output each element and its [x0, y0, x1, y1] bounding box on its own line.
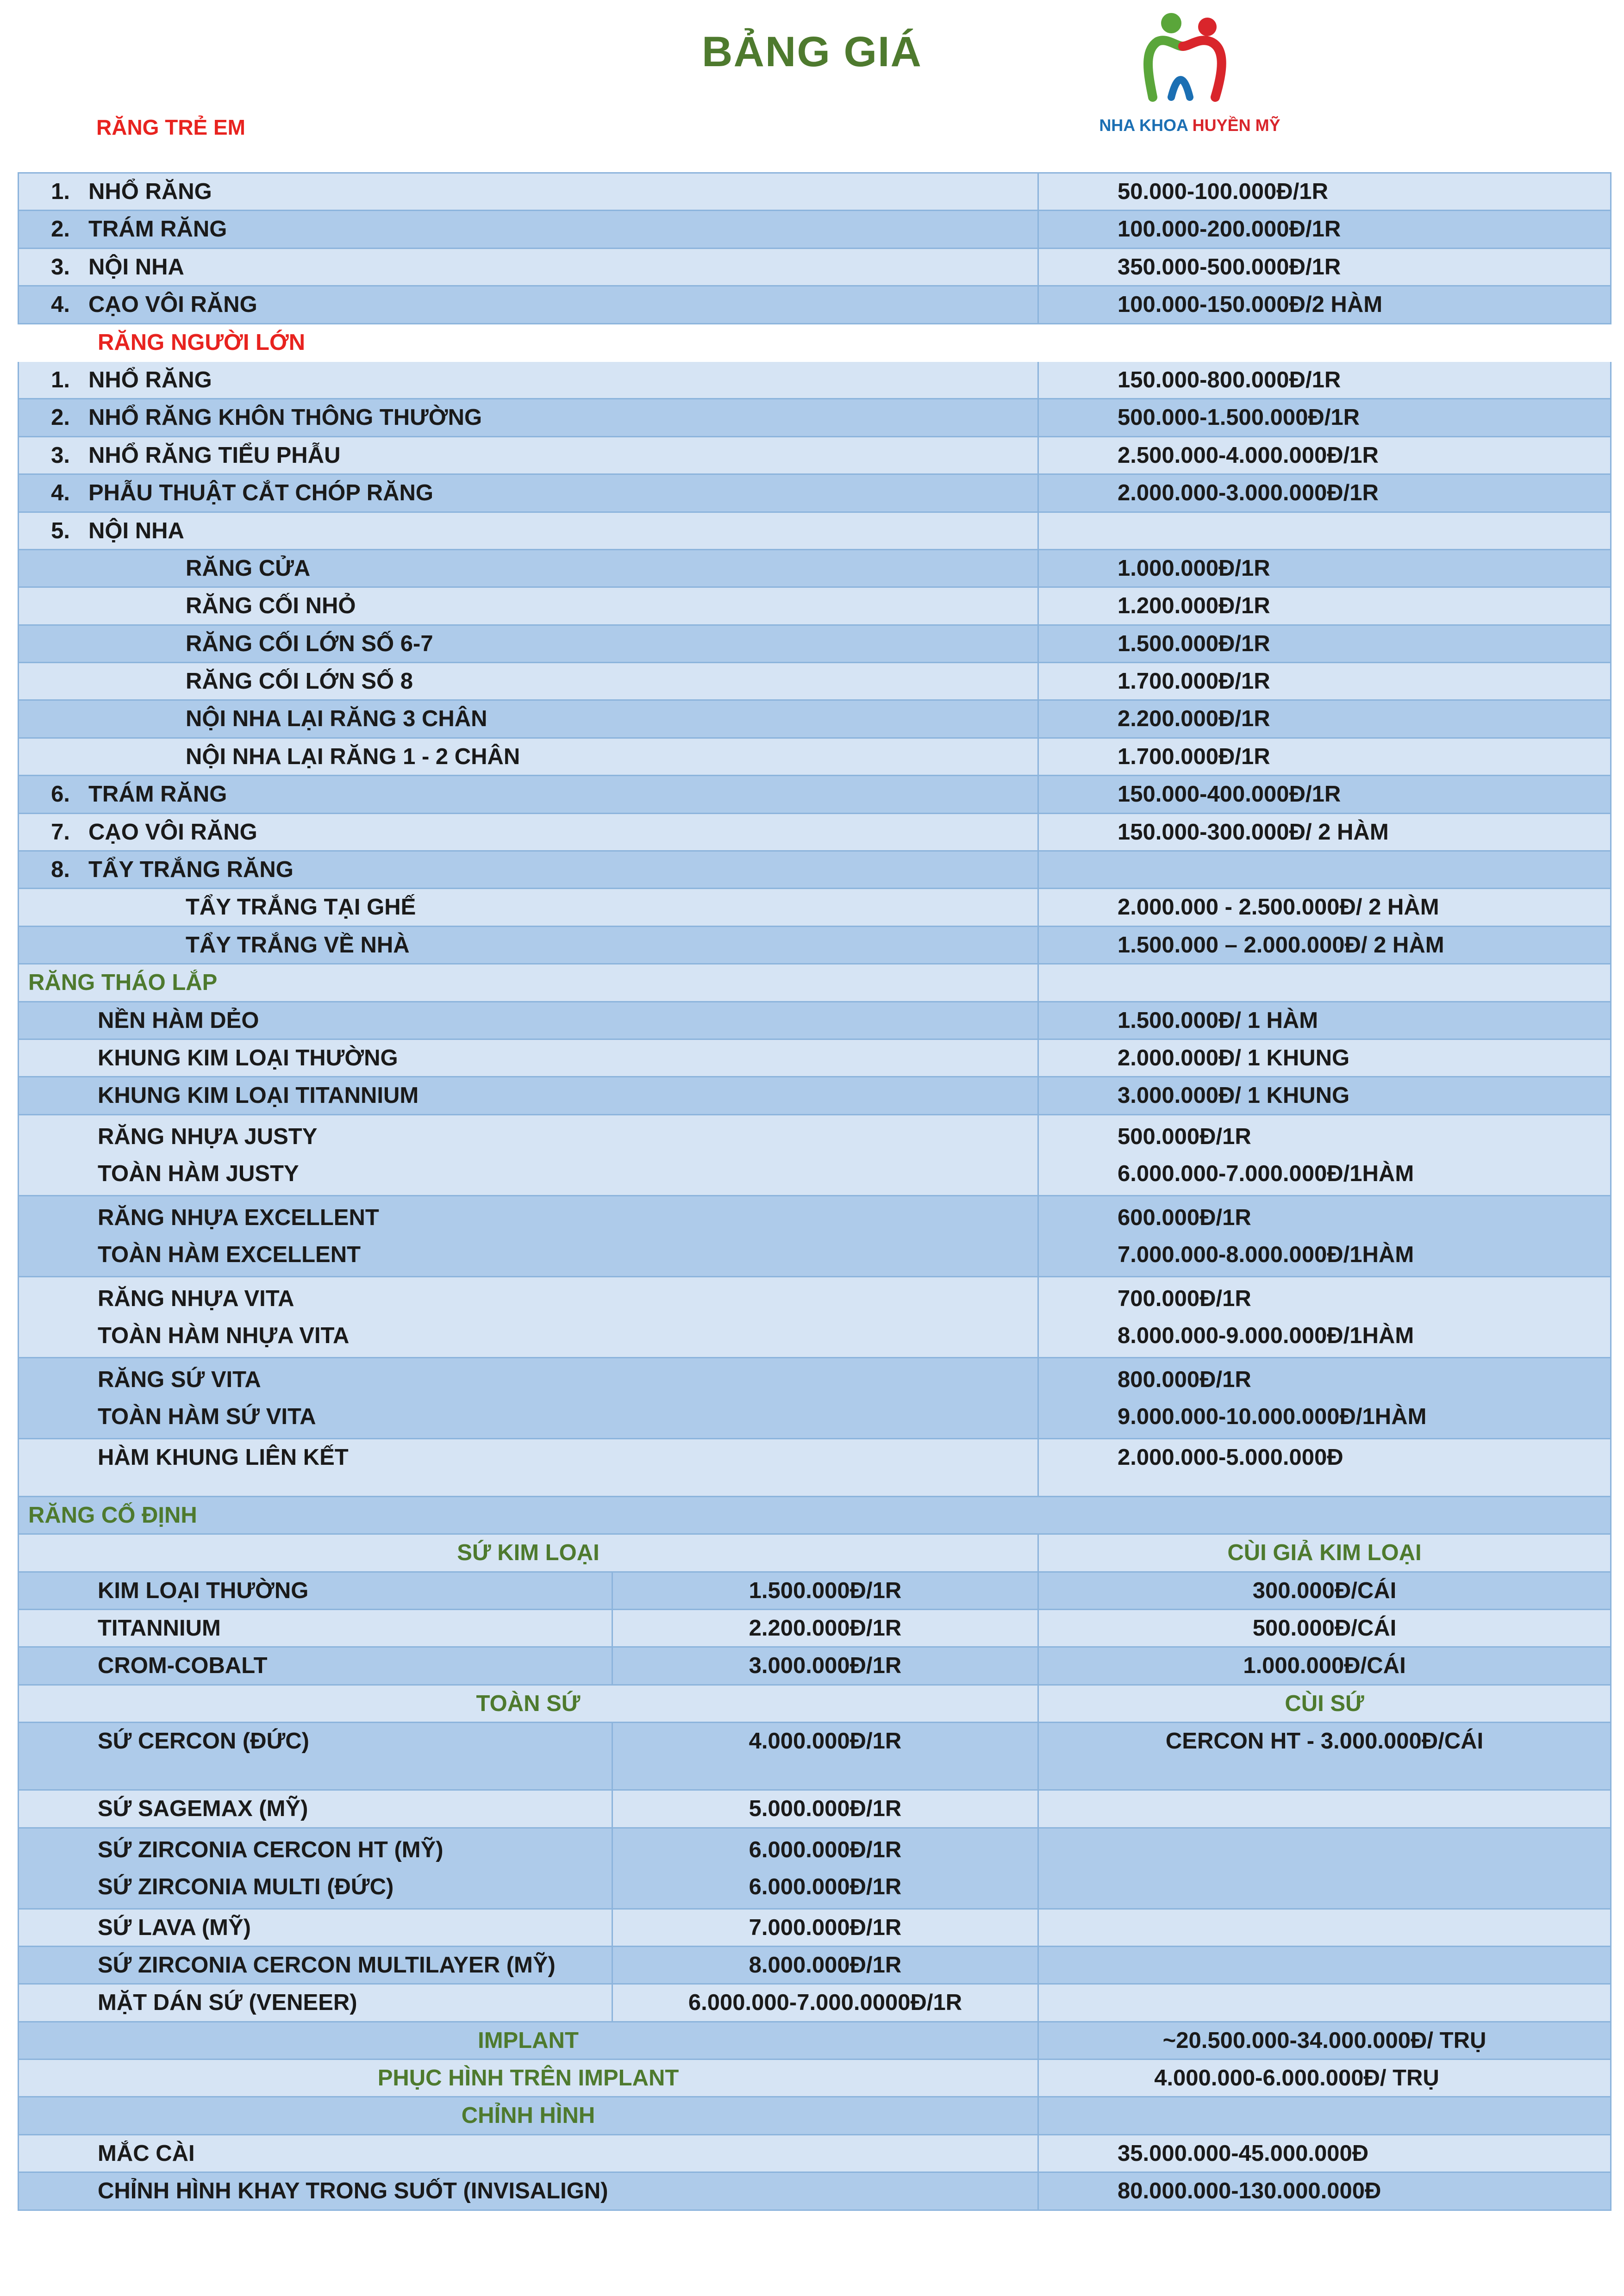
- table-row: RĂNG CỐI LỚN SỐ 6-7 1.500.000Đ/1R: [19, 625, 1611, 662]
- table-row: RĂNG CỐI NHỎ 1.200.000Đ/1R: [19, 587, 1611, 625]
- table-row: 6. TRÁM RĂNG 150.000-400.000Đ/1R: [19, 776, 1611, 813]
- subheader-row: TOÀN SỨ CÙI SỨ: [19, 1685, 1611, 1722]
- table-row: 8. TẨY TRẮNG RĂNG: [19, 851, 1611, 889]
- table-row: SỨ ZIRCONIA CERCON HT (MỸ) SỨ ZIRCONIA MULTI (ĐỨC) 6.000.000Đ/1R 6.000.000Đ/1R: [19, 1828, 1611, 1909]
- category-kids-heading: RĂNG TRẺ EM: [96, 115, 245, 139]
- table-row: KHUNG KIM LOẠI TITANNIUM 3.000.000Đ/ 1 KHUNG: [19, 1077, 1611, 1114]
- category-ortho-heading: CHỈNH HÌNH: [19, 2097, 1038, 2134]
- table-row: TẨY TRẮNG VỀ NHÀ 1.500.000 – 2.000.000Đ/ 2 HÀM: [19, 926, 1611, 964]
- table-row: 1. NHỔ RĂNG 150.000-800.000Đ/1R: [19, 361, 1611, 398]
- table-row: KHUNG KIM LOẠI THƯỜNG 2.000.000Đ/ 1 KHUNG: [19, 1039, 1611, 1076]
- table-row: 5. NỘI NHA: [19, 512, 1611, 549]
- table-row: RĂNG SỨ VITA TOÀN HÀM SỨ VITA 800.000Đ/1R 9.000.000-10.000.000Đ/1HÀM: [19, 1357, 1611, 1438]
- table-row: CROM-COBALT 3.000.000Đ/1R 1.000.000Đ/CÁI: [19, 1647, 1611, 1685]
- category-removable-heading: RĂNG THÁO LẮP: [19, 964, 1038, 1002]
- table-row: 4. PHẪU THUẬT CẮT CHÓP RĂNG 2.000.000-3.000.000Đ/1R: [19, 474, 1611, 512]
- category-row: [19, 1496, 1611, 1534]
- table-row: HÀM KHUNG LIÊN KẾT 2.000.000-5.000.000Đ: [19, 1438, 1611, 1496]
- table-row: RĂNG CỬA 1.000.000Đ/1R: [19, 549, 1611, 587]
- price-table: [18, 172, 1612, 2211]
- table-row: SỨ SAGEMAX (MỸ) 5.000.000Đ/1R: [19, 1790, 1611, 1828]
- table-row: MẶT DÁN SỨ (VENEER) 6.000.000-7.000.0000Đ/1R: [19, 1984, 1611, 2022]
- table-row: SỨ ZIRCONIA CERCON MULTILAYER (MỸ) 8.000.000Đ/1R: [19, 1946, 1611, 1984]
- table-row: SỨ CERCON (ĐỨC) 4.000.000Đ/1R CERCON HT - 3.000.000Đ/CÁI: [19, 1723, 1611, 1790]
- tooth-family-logo-icon: [1083, 5, 1296, 116]
- category-row: [19, 964, 1611, 1002]
- table-row: 7. CẠO VÔI RĂNG 150.000-300.000Đ/ 2 HÀM: [19, 813, 1611, 851]
- table-row: 3. NHỔ RĂNG TIỂU PHẪU 2.500.000-4.000.000Đ/1R: [19, 436, 1611, 474]
- table-row: 1. NHỔ RĂNG 50.000-100.000Đ/1R: [19, 173, 1611, 211]
- clinic-brand-name: NHA KHOA HUYỀN MỸ: [1099, 116, 1280, 135]
- table-row: TẨY TRẮNG TẠI GHẾ 2.000.000 - 2.500.000Đ/ 2 HÀM: [19, 889, 1611, 926]
- table-row: IMPLANT ~20.500.000-34.000.000Đ/ TRỤ: [19, 2022, 1611, 2059]
- page-title: BẢNG GIÁ: [702, 28, 922, 75]
- table-row: 2. NHỔ RĂNG KHÔN THÔNG THƯỜNG 500.000-1.500.000Đ/1R: [19, 399, 1611, 436]
- category-row: [19, 2097, 1611, 2134]
- table-row: NỘI NHA LẠI RĂNG 1 - 2 CHÂN 1.700.000Đ/1R: [19, 738, 1611, 775]
- table-row: RĂNG CỐI LỚN SỐ 8 1.700.000Đ/1R: [19, 663, 1611, 700]
- table-row: NỘI NHA LẠI RĂNG 3 CHÂN 2.200.000Đ/1R: [19, 700, 1611, 738]
- table-row: RĂNG NHỰA JUSTY TOÀN HÀM JUSTY 500.000Đ/1R 6.000.000-7.000.000Đ/1HÀM: [19, 1114, 1611, 1195]
- table-row: KIM LOẠI THƯỜNG 1.500.000Đ/1R 300.000Đ/CÁI: [19, 1572, 1611, 1609]
- subheader-row: SỨ KIM LOẠI CÙI GIẢ KIM LOẠI: [19, 1534, 1611, 1572]
- table-row: 3. NỘI NHA 350.000-500.000Đ/1R: [19, 248, 1611, 286]
- table-row: MẮC CÀI 35.000.000-45.000.000Đ: [19, 2134, 1611, 2172]
- clinic-logo: [1083, 5, 1296, 143]
- table-row: 4. CẠO VÔI RĂNG 100.000-150.000Đ/2 HÀM: [19, 286, 1611, 324]
- category-adults-heading: RĂNG NGƯỜI LỚN: [19, 324, 1611, 361]
- table-row: SỨ LAVA (MỸ) 7.000.000Đ/1R: [19, 1909, 1611, 1946]
- table-row: PHỤC HÌNH TRÊN IMPLANT 4.000.000-6.000.000Đ/ TRỤ: [19, 2060, 1611, 2097]
- category-fixed-heading: RĂNG CỐ ĐỊNH: [19, 1496, 1611, 1534]
- table-row: RĂNG NHỰA EXCELLENT TOÀN HÀM EXCELLENT 600.000Đ/1R 7.000.000-8.000.000Đ/1HÀM: [19, 1195, 1611, 1276]
- table-row: NỀN HÀM DẺO 1.500.000Đ/ 1 HÀM: [19, 1002, 1611, 1039]
- table-row: 2. TRÁM RĂNG 100.000-200.000Đ/1R: [19, 211, 1611, 248]
- category-row: [19, 324, 1611, 361]
- table-row: CHỈNH HÌNH KHAY TRONG SUỐT (INVISALIGN) 80.000.000-130.000.000Đ: [19, 2172, 1611, 2210]
- table-row: RĂNG NHỰA VITA TOÀN HÀM NHỰA VITA 700.000Đ/1R 8.000.000-9.000.000Đ/1HÀM: [19, 1276, 1611, 1357]
- table-row: TITANNIUM 2.200.000Đ/1R 500.000Đ/CÁI: [19, 1609, 1611, 1647]
